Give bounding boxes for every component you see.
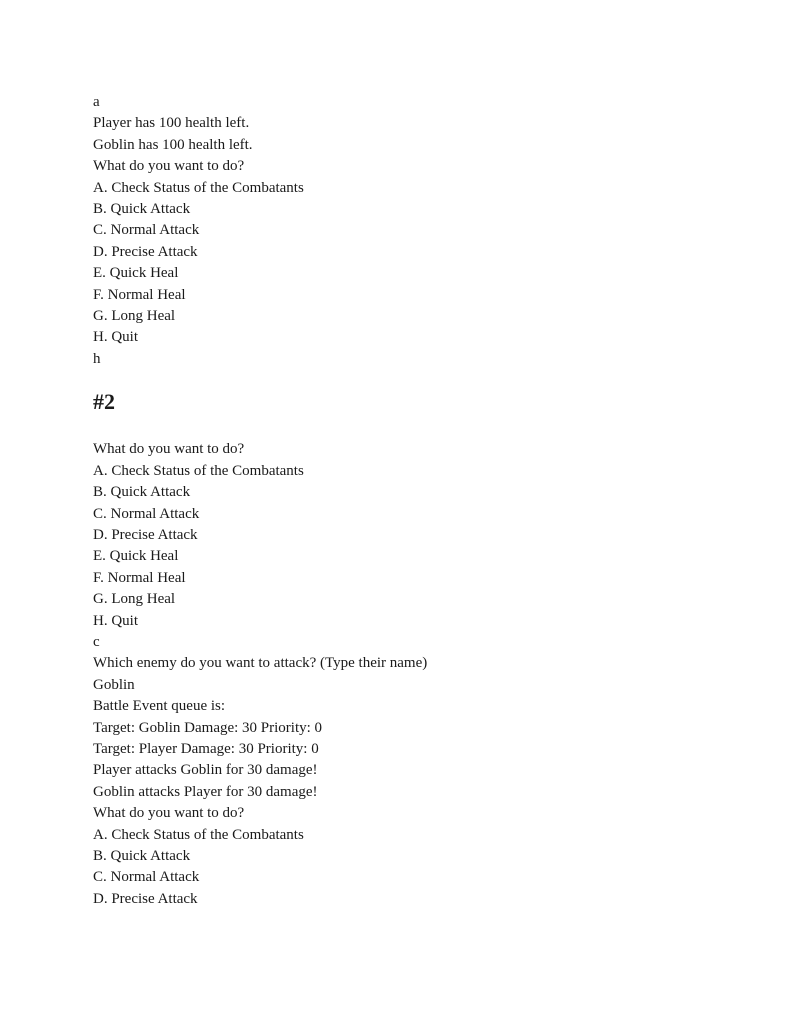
document-page bbox=[93, 92, 753, 910]
menu-option-c: C. Normal Attack bbox=[93, 869, 200, 886]
menu-option-g: G. Long Heal bbox=[93, 308, 176, 325]
menu-option-d: D. Precise Attack bbox=[93, 243, 198, 260]
menu-option-e: E. Quick Heal bbox=[93, 265, 179, 282]
input-echo-line: a bbox=[93, 94, 100, 110]
menu-option-d: D. Precise Attack bbox=[93, 526, 198, 543]
prompt-line: What do you want to do? bbox=[93, 158, 245, 175]
menu-option-a: A. Check Status of the Combatants bbox=[93, 462, 304, 479]
menu-option-f: F. Normal Heal bbox=[93, 569, 186, 586]
battle-log-line: Player attacks Goblin for 30 damage! bbox=[93, 762, 318, 779]
prompt-line: What do you want to do? bbox=[93, 441, 245, 458]
menu-option-b: B. Quick Attack bbox=[93, 201, 191, 218]
goblin-health-line: Goblin has 100 health left. bbox=[93, 136, 253, 153]
event-queue-entry: Target: Goblin Damage: 30 Priority: 0 bbox=[93, 719, 323, 736]
prompt-line: What do you want to do? bbox=[93, 805, 245, 822]
menu-option-f: F. Normal Heal bbox=[93, 286, 186, 303]
input-echo-line: Goblin bbox=[93, 676, 135, 693]
menu-option-c: C. Normal Attack bbox=[93, 222, 200, 239]
input-echo-line: c bbox=[93, 633, 100, 650]
target-prompt-line: Which enemy do you want to attack? (Type their name) bbox=[93, 655, 428, 672]
section-2 bbox=[93, 439, 753, 910]
menu-option-b: B. Quick Attack bbox=[93, 484, 191, 501]
battle-log-line: Goblin attacks Player for 30 damage! bbox=[93, 783, 318, 800]
menu-option-d: D. Precise Attack bbox=[93, 890, 198, 907]
menu-option-b: B. Quick Attack bbox=[93, 848, 191, 864]
menu-option-c: C. Normal Attack bbox=[93, 505, 200, 522]
input-echo-line: h bbox=[93, 350, 101, 367]
menu-option-a: A. Check Status of the Combatants bbox=[93, 179, 304, 196]
menu-option-h: H. Quit bbox=[93, 329, 138, 346]
menu-option-e: E. Quick Heal bbox=[93, 548, 179, 565]
event-queue-header: Battle Event queue is: bbox=[93, 698, 226, 715]
event-queue-entry: Target: Player Damage: 30 Priority: 0 bbox=[93, 740, 319, 757]
section-heading: #2 bbox=[93, 389, 115, 415]
menu-option-a: A. Check Status of the Combatants bbox=[93, 826, 304, 843]
section-1 bbox=[93, 92, 753, 370]
menu-option-g: G. Long Heal bbox=[93, 591, 176, 608]
player-health-line: Player has 100 health left. bbox=[93, 115, 250, 132]
menu-option-h: H. Quit bbox=[93, 612, 138, 629]
